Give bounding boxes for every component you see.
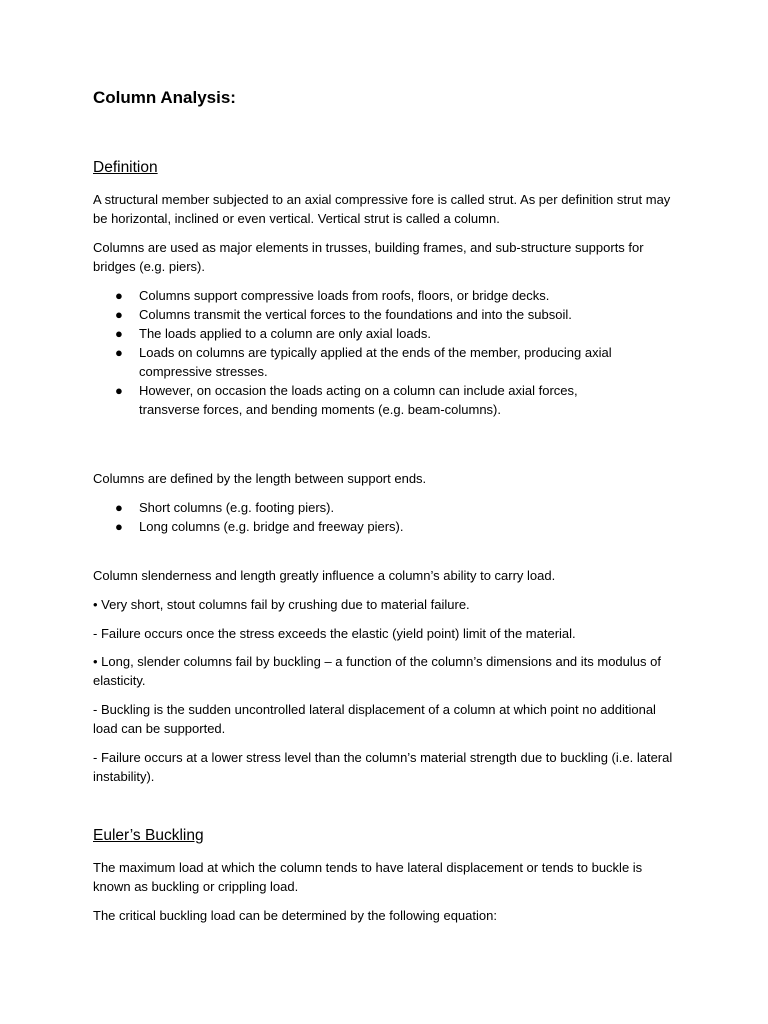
column-types-list: [93, 498, 683, 536]
slenderness-paragraph: Column slenderness and length greatly influence a column’s ability to carry load.: [93, 568, 556, 583]
bullet-icon: ●: [115, 500, 123, 515]
definition-paragraph-1: A structural member subjected to an axial compressive fore is called strut. As per definition strut may be horizontal, inclined or even vertical. Vertical strut is called a column.: [93, 192, 671, 226]
column-facts-list: [93, 286, 683, 419]
euler-paragraph-2: The critical buckling load can be determined by the following equation:: [93, 908, 497, 923]
long-column-failure: • Long, slender columns fail by buckling – a function of the column’s dimensions and its modulus of elasticity.: [93, 654, 661, 688]
list-item: ● Loads on columns are typically applied at the ends of the member, producing axial compressive stresses.: [115, 345, 612, 379]
list-item: ● Columns support compressive loads from roofs, floors, or bridge decks.: [115, 288, 550, 303]
bullet-icon: ●: [115, 345, 123, 360]
euler-buckling-heading: Euler’s Buckling: [93, 827, 204, 844]
list-item: ● Columns transmit the vertical forces to the foundations and into the subsoil.: [115, 307, 572, 322]
bullet-icon: ●: [115, 288, 123, 303]
euler-paragraph-1: The maximum load at which the column tends to have lateral displacement or tends to buckle is known as buckling or crippling load.: [93, 860, 643, 894]
list-item: ● The loads applied to a column are only axial loads.: [115, 326, 431, 341]
failure-note: - Failure occurs at a lower stress level than the column’s material strength due to buckling (i.e. lateral instability).: [93, 750, 673, 784]
list-item: ● Long columns (e.g. bridge and freeway piers).: [115, 519, 404, 534]
buckling-note: - Buckling is the sudden uncontrolled lateral displacement of a column at which point no additional load can be supported.: [93, 702, 656, 736]
bullet-icon: ●: [115, 326, 123, 341]
short-column-failure-note: - Failure occurs once the stress exceeds the elastic (yield point) limit of the material.: [93, 626, 576, 641]
bullet-icon: ●: [115, 383, 123, 398]
length-paragraph: Columns are defined by the length between support ends.: [93, 471, 427, 486]
definition-heading: Definition: [93, 159, 158, 176]
bullet-icon: ●: [115, 307, 123, 322]
document-title: Column Analysis:: [93, 88, 236, 107]
definition-paragraph-2: Columns are used as major elements in trusses, building frames, and sub-structure supports for bridges (e.g. piers).: [93, 240, 644, 274]
list-item: ● Short columns (e.g. footing piers).: [115, 500, 335, 515]
short-column-failure: • Very short, stout columns fail by crushing due to material failure.: [93, 597, 470, 612]
bullet-icon: ●: [115, 519, 123, 534]
list-item: ● However, on occasion the loads acting on a column can include axial forces, transverse forces, and bending moments (e.g. beam-columns).: [115, 383, 578, 417]
